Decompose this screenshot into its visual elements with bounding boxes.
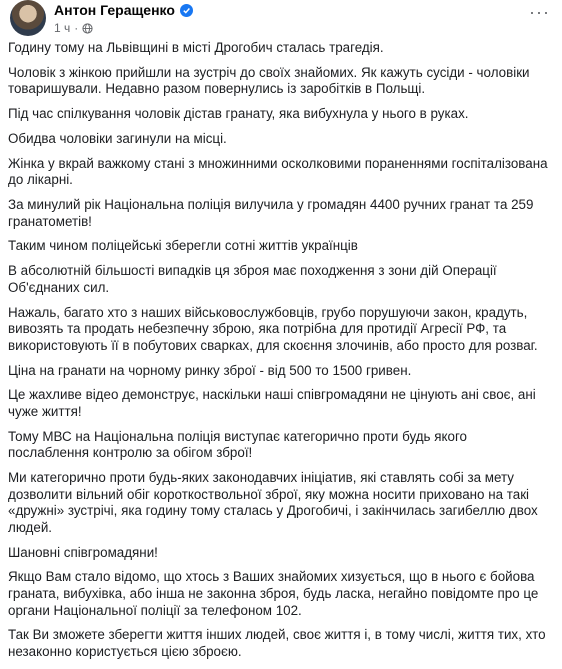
post-paragraph: Жінка у вкрай важкому стані з множинними осколковими пораненнями госпіталізована до лікарні. — [8, 155, 548, 188]
post-header — [8, 0, 554, 40]
post-time[interactable]: 1 ч — [54, 21, 71, 35]
globe-icon — [82, 23, 93, 34]
post-paragraph: Нажаль, багато хто з наших військовослужбовців, грубо порушуючи закон, крадуть, вивозять та продать небезпечну зброю, яка потрібна для протидії Агресії РФ, та використовують її в побутових сварках, для скоєння злочинів, або просто для розваг. — [8, 304, 538, 353]
post-paragraph: Якщо Вам стало відомо, що хтось з Ваших знайомих хизується, що в нього є бойова граната, вибухівка, або інша не законна зброя, будь ласка, негайно повідомте про це органи Національної поліції за телефоном 102. — [8, 569, 539, 618]
post-paragraph: Обидва чоловіки загинули на місці. — [8, 130, 227, 146]
meta-separator: · — [74, 21, 79, 35]
post-paragraph: Це жахливе відео демонструє, наскільки наші співгромадяни не цінують ані своє, ані чуже життя! — [8, 387, 536, 419]
author-avatar[interactable] — [10, 0, 46, 36]
post-paragraph: Таким чином поліцейські зберегли сотні життів українців — [8, 238, 358, 254]
post-paragraph: Під час спілкування чоловік дістав гранату, яка вибухнула у нього в руках. — [8, 106, 469, 122]
post-paragraph: Ціна на гранати на чорному ринку зброї - від 500 то 1500 гривен. — [8, 362, 412, 378]
more-options-icon[interactable]: ··· — [529, 2, 550, 22]
post-meta — [54, 21, 93, 35]
post-paragraph: Тому МВС на Національна поліція виступає категорично проти будь якого послаблення контролю за обігом зброї! — [8, 428, 467, 461]
post-paragraph: Годину тому на Львівщині в місті Дрогобич сталась трагедія. — [8, 40, 384, 55]
post-paragraph: В абсолютній більшості випадків ця зброя має походження з зони дій Операції Об'єднаних сил. — [8, 263, 497, 295]
author-name[interactable]: Антон Геращенко — [54, 2, 175, 18]
post-paragraph: За минулий рік Національна поліція вилучила у громадян 4400 ручних гранат та 259 гранатометів! — [8, 197, 534, 229]
verified-badge-icon — [180, 4, 193, 17]
post-body — [8, 40, 548, 669]
post-paragraph: Ми категорично проти будь-яких законодавчих ініціатив, які ставлять собі за мету дозволити вільний обіг короткоствольної зброї, яку можна носити приховано на такі «дружні» зустрічі, яка годину тому сталась у Дрогобичі, і закінчилась загибеллю двох людей. — [8, 470, 538, 535]
post-paragraph: Так Ви зможете зберегти життя інших людей, своє життя і, в тому числі, життя тих, хто незаконно користується цією зброєю. — [8, 627, 546, 660]
post-paragraph: Шановні співгромадяни! — [8, 544, 158, 560]
author-row — [54, 2, 193, 18]
post-paragraph: Чоловік з жінкою прийшли на зустріч до своїх знайомих. Як кажуть сусіди - чоловіки товаришували. Недавно разом повернулись із заробітків в Польщі. — [8, 64, 530, 97]
